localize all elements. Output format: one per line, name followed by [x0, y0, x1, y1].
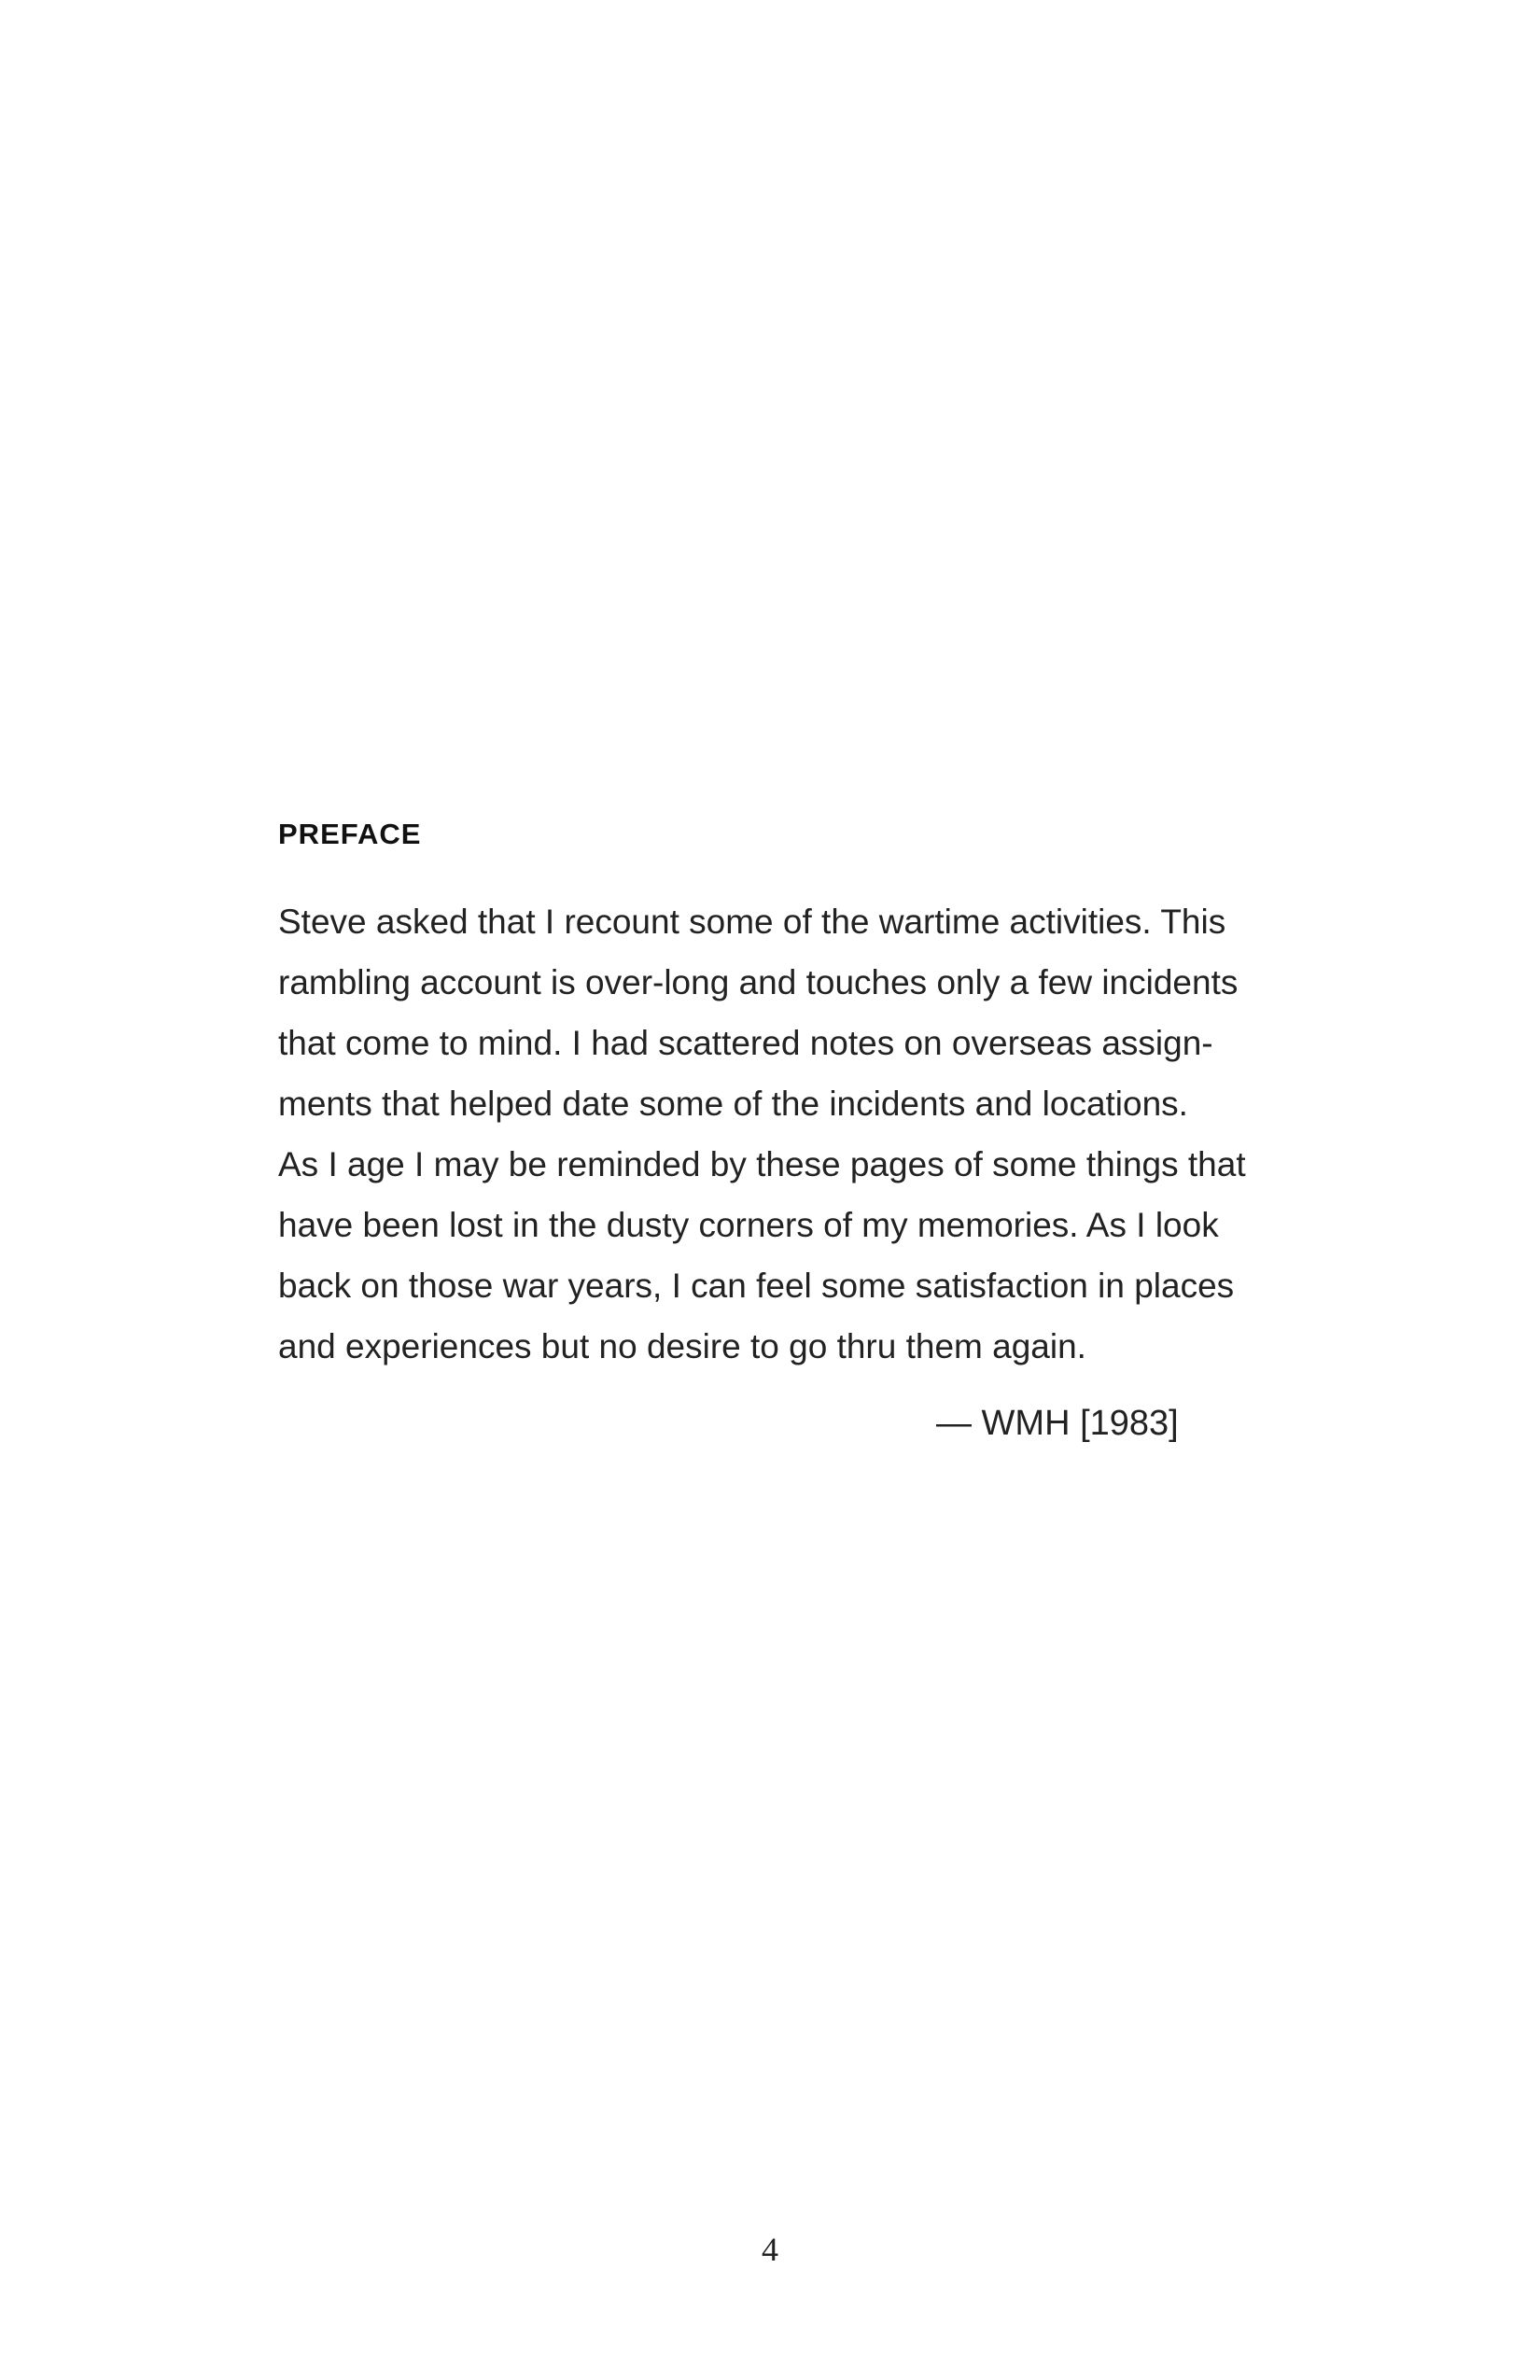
paragraph-line: that come to mind. I had scattered notes on overseas assign- — [278, 1024, 1213, 1062]
paragraph-line: As I age I may be reminded by these pages of some things that — [278, 1145, 1246, 1183]
page-number: 4 — [762, 2231, 778, 2268]
author-signature: — WMH [1983] — [936, 1404, 1179, 1443]
paragraph-line: back on those war years, I can feel some satisfaction in places — [278, 1267, 1235, 1305]
paragraph-line: rambling account is over-long and touches only a few incidents — [278, 963, 1239, 1001]
preface-paragraph — [278, 891, 1267, 1377]
paragraph-line: have been lost in the dusty corners of my memories. As I look — [278, 1206, 1219, 1244]
paragraph-line: and experiences but no desire to go thru them again. — [278, 1327, 1086, 1365]
paragraph-line: Steve asked that I recount some of the wartime activities. This — [278, 903, 1226, 941]
paragraph-line: ments that helped date some of the incidents and locations. — [278, 1085, 1188, 1123]
section-heading: PREFACE — [278, 818, 422, 850]
